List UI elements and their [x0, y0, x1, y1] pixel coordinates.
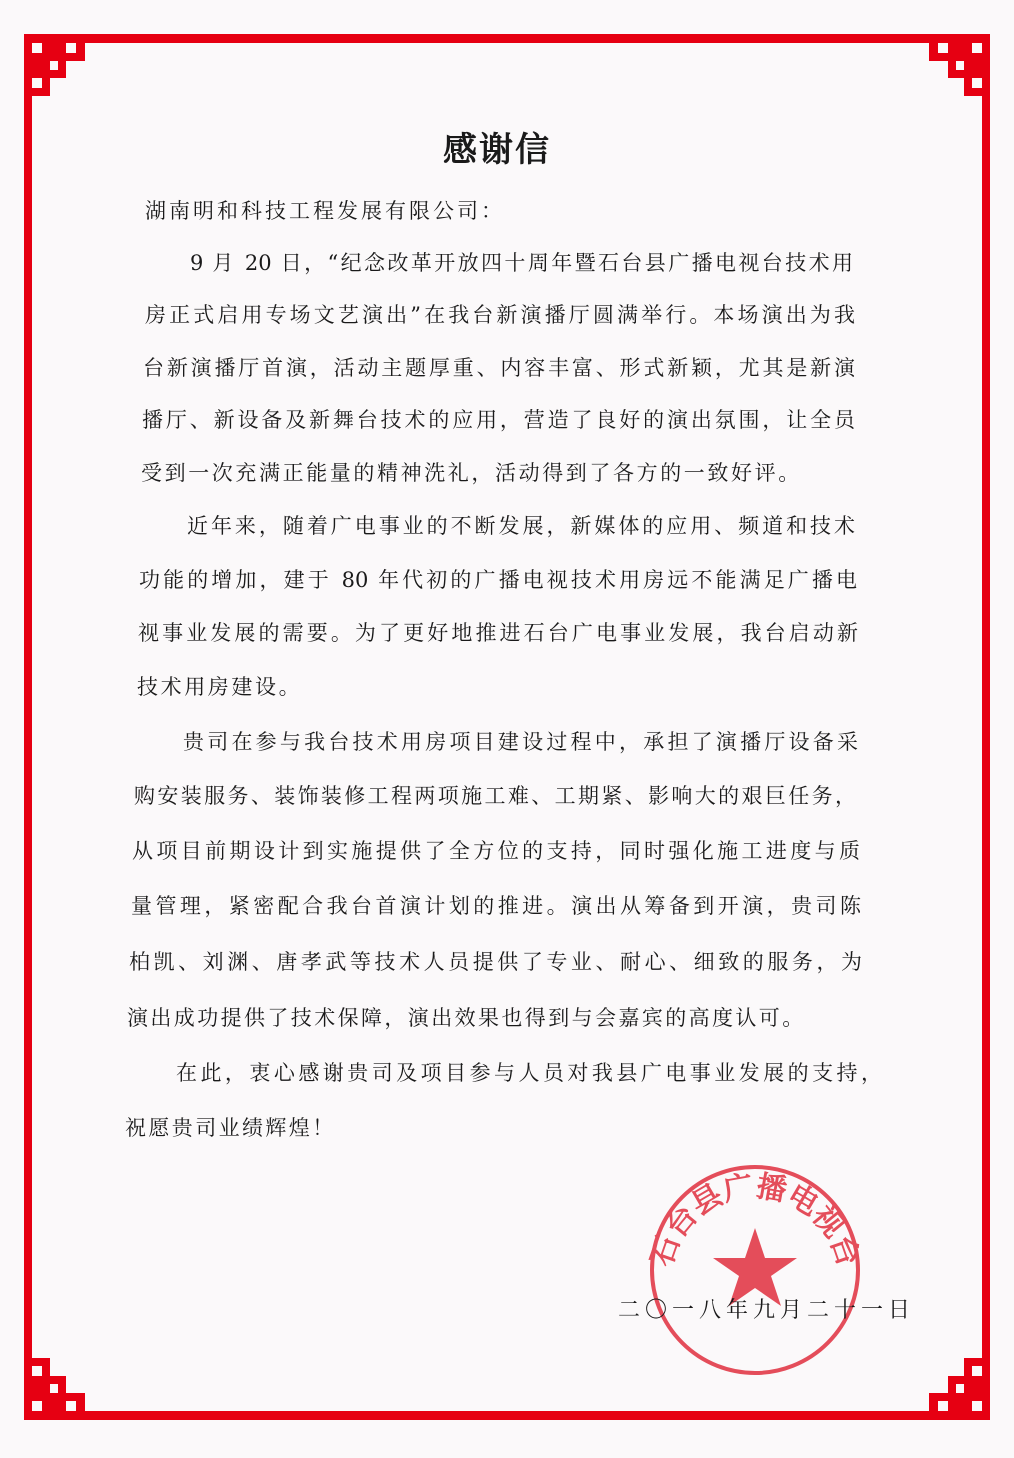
body-line: 技术用房建设。 — [137, 675, 303, 699]
corner-ornament-top-left — [24, 34, 85, 96]
salutation: 湖南明和科技工程发展有限公司： — [145, 199, 505, 223]
body-line: 从项目前期设计到实施提供了全方位的支持，同时强化施工进度与质 — [132, 839, 860, 863]
letter-title: 感谢信 — [443, 130, 551, 170]
corner-ornament-top-right — [929, 34, 990, 96]
body-line: 贵司在参与我台技术用房项目建设过程中，承担了演播厅设备采 — [183, 730, 858, 754]
letter-date: 二〇一八年九月二十一日 — [618, 1298, 916, 1323]
body-line: 演出成功提供了技术保障，演出效果也得到与会嘉宾的高度认可。 — [127, 1006, 806, 1030]
corner-ornament-bottom-right — [929, 1358, 990, 1420]
official-seal — [640, 1160, 870, 1390]
body-line: 台新演播厅首演，活动主题厚重、内容丰富、形式新颖，尤其是新演 — [143, 356, 855, 380]
body-line: 近年来，随着广电事业的不断发展，新媒体的应用、频道和技术 — [187, 514, 855, 538]
body-line: 在此，衷心感谢贵司及项目参与人员对我县广电事业发展的支持， — [176, 1061, 882, 1085]
body-line: 购安装服务、装饰装修工程两项施工难、工期紧、影响大的艰巨任务， — [134, 784, 856, 808]
body-line: 9 月 20 日，“纪念改革开放四十周年暨石台县广播电视台技术用 — [190, 251, 853, 275]
corner-ornament-bottom-left — [24, 1358, 85, 1420]
body-line: 播厅、新设备及新舞台技术的应用，营造了良好的演出氛围，让全员 — [142, 408, 855, 432]
body-line: 量管理，紧密配合我台首演计划的推进。演出从筹备到开演，贵司陈 — [131, 894, 861, 918]
body-line: 祝愿贵司业绩辉煌！ — [125, 1116, 336, 1140]
svg-text:石台县广播电视台: 石台县广播电视台 — [644, 1168, 866, 1271]
body-line: 受到一次充满正能量的精神洗礼，活动得到了各方的一致好评。 — [141, 461, 802, 485]
body-line: 房正式启用专场文艺演出”在我台新演播厅圆满举行。本场演出为我 — [145, 303, 855, 327]
body-line: 柏凯、刘渊、唐孝武等技术人员提供了专业、耐心、细致的服务，为 — [129, 950, 862, 974]
body-line: 功能的增加，建于 80 年代初的广播电视技术用房远不能满足广播电 — [139, 568, 857, 592]
body-line: 视事业发展的需要。为了更好地推进石台广电事业发展，我台启动新 — [138, 621, 858, 645]
